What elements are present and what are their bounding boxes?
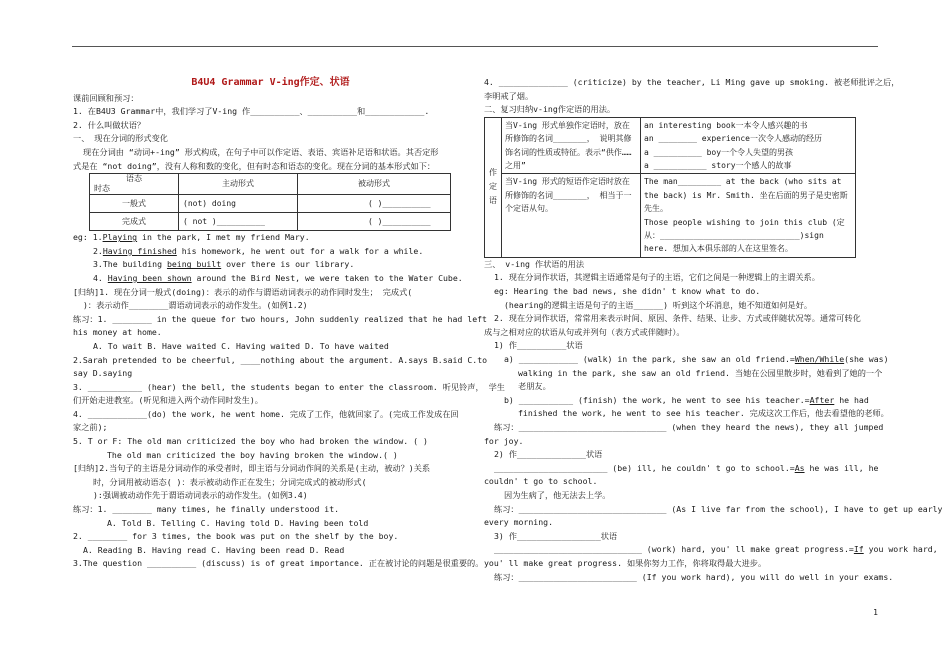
section-1-heading: 一、 现在分词的形式变化 — [73, 133, 168, 144]
example-c-line-2: couldn' t go to school. — [484, 476, 598, 487]
example-2: 2.Having finished his homework, he went out for a walk for a while. — [93, 245, 424, 256]
right-exercise-4-line-2: 李明戒了烟。 — [484, 90, 534, 101]
exercise-3-line-1: 3. ___________ (hear) the bell, the students began to enter the classroom. 听见铃声， 学生 — [73, 381, 505, 392]
example-3: 3.The building being built over there is our library. — [93, 259, 355, 270]
rule-2-line-1: [归纳]2.当句子的主语是分词动作的承受者时，即主语与分词动作间的关系是(主动，被动？)关系 — [73, 463, 431, 474]
row-perfect-passive: ( )__________ — [298, 213, 451, 231]
example-4: 4. Having been shown around the Bird Nest, we were taken to the Water Cube. — [93, 272, 463, 283]
intro-line-2: 式是在 “not doing”，没有人称和数的变化，但有时态和语态的变化。现在分词的基本形式如下： — [73, 160, 436, 171]
adverbial-example: eg: Hearing the bad news, she didn' t know what to do. — [494, 286, 761, 297]
practice-2-line-1: 练习：______________________________ (As I live far from the school), I have to get up early — [494, 503, 943, 514]
header-passive: 被动形式 — [298, 174, 451, 195]
participle-forms-table — [89, 173, 451, 231]
practice-3: 练习：________________________ (If you work hard), you will do well in your exams. — [494, 571, 894, 582]
practice-1-line-1: 练习：______________________________ (when they heard the news), they all jumped — [494, 421, 884, 432]
exercise-1-options: A. To wait B. Have waited C. Having waited D. To have waited — [93, 340, 389, 351]
preview-q2: 2. 什么叫做状语？ — [73, 119, 146, 130]
exercise-6-line-1: 练习：1. ________ many times, he finally understood it. — [73, 504, 340, 515]
right-column — [484, 76, 943, 584]
exercise-7-options: A. Reading B. Having read C. Having been read D. Read — [83, 544, 345, 555]
adverbial-rule-2-line-2: 成与之相对应的状语从句或并列句（表方式或伴随时）。 — [484, 326, 685, 337]
exercise-4-line-2: 家之前); — [73, 422, 108, 433]
exercise-1-line-2: his money at home. — [73, 327, 162, 338]
single-attributive-rule: 当V-ing 形式单独作定语时，放在所修饰的名词_______， 说明其修饰名词的性质或特征。表示“供作……之用” — [502, 117, 641, 174]
row-simple-label: 一般式 — [90, 195, 179, 213]
section-2-heading: 二、复习归纳v-ing作定语的用法。 — [484, 104, 616, 115]
exercise-5-line-2: The old man criticized the boy having broken the window.( ) — [107, 449, 398, 460]
rule-2-line-3: ):强调被动动作先于谓语动词表示的动作发生。(如例3.4) — [93, 490, 308, 501]
example-b-line-1: b) ___________ (finish) the work, he went to see his teacher.=After he had — [504, 394, 869, 405]
single-attributive-examples: an interesting book一本令人感兴趣的书 an ________ experience一次令人感动的经历 a __________ boy一个令人失望的男孩 a ___________ story一个感人的故事 — [641, 117, 856, 174]
example-1: eg: 1.Playing in the park, I met my friend Mary. — [73, 232, 310, 243]
exercise-8-line-1: 3.The question __________ (discuss) is of great importance. 正在被讨论的问题是很重要的。 — [73, 558, 484, 569]
page-number: 1 — [873, 608, 878, 617]
adverbial-type-1: 1) 作__________状语 — [494, 340, 583, 351]
attributive-usage-table — [484, 117, 856, 258]
example-a-line-3: 老朋友。 — [518, 381, 551, 392]
example-b-line-2: finished the work, he went to see his teacher. 完成这次工作后，他去看望他的老师。 — [518, 408, 889, 419]
example-a-line-2: walking in the park, she saw an old friend. 当她在公园里散步时，她看到了她的一个 — [518, 367, 883, 378]
exercise-1-line-1: 练习：1. ________ in the queue for two hours, John suddenly realized that he had left — [73, 313, 487, 324]
attributive-label-cell: 作定语 — [485, 117, 502, 257]
header-active: 主动形式 — [179, 174, 298, 195]
table-corner-cell: 语态 时态 — [90, 174, 179, 195]
example-a-line-1: a) ____________ (walk) in the park, she saw an old friend.=When/While(she was) — [504, 354, 889, 364]
exercise-3-line-2: 们开始走进教室。(听见和进入两个动作同时发生)。 — [73, 395, 263, 406]
rule-1-line-2: )：表示动作________谓语动词表示的动作发生。(如例1.2) — [83, 300, 308, 311]
right-exercise-4-line-1: 4. ______________ (criticize) by the teacher, Li Ming gave up smoking. 被老师批评之后， — [484, 77, 900, 87]
row-simple-passive: ( )__________ — [298, 195, 451, 213]
example-d-line-2: you' ll make great progress. 如果你努力工作，你将取得最大进步。 — [484, 557, 767, 568]
adverbial-rule-1: 1. 现在分词作状语，其逻辑主语通常是句子的主语，它们之间是一种逻辑上的主谓关系。 — [494, 272, 820, 283]
adverbial-example-note: (hearing的逻辑主语是句子的主语______) 听到这个坏消息，她不知道如何是好。 — [504, 299, 813, 310]
exercise-2-line-2: say D.saying — [73, 368, 133, 379]
section-3-heading: 三、 v-ing 作状语的用法 — [484, 258, 585, 269]
phrase-attributive-examples: The man_________ at the back (who sits at the back) is Mr. Smith. 坐在后面的男子是史密斯先生。 Those people wishing to join this club (定从：_____________________________)sign here. 想加入本俱乐部的人在这里签名。 — [641, 174, 856, 257]
practice-2-line-2: every morning. — [484, 517, 554, 528]
intro-line-1: 现在分词由 “动词+-ing” 形式构成，在句子中可以作定语、表语、宾语补足语和状语。其否定形 — [83, 146, 439, 157]
rule-1-line-1: [归纳]1. 现在分词一般式(doing)：表示的动作与谓语动词表示的动作同时发生； 完成式( — [73, 286, 413, 297]
adverbial-type-2: 2) 作______________状语 — [494, 449, 603, 460]
preview-q1: 1. 在B4U3 Grammar中，我们学习了V-ing 作__________、__________和____________. — [73, 106, 430, 117]
example-d-line-1: ______________________________ (work) hard, you' ll make great progress.=If you work hard, — [494, 544, 938, 555]
exercise-5-line-1: 5. T or F: The old man criticized the boy who had broken the window. ( ) — [73, 436, 428, 447]
row-perfect-label: 完成式 — [90, 213, 179, 231]
page-title: B4U4 Grammar V-ing作定、状语 — [191, 77, 350, 88]
adverbial-type-3: 3) 作_________________状语 — [494, 530, 618, 541]
rule-2-line-2: 时，分词用被动语态( )：表示被动动作正在发生；分词完成式的被动形式( — [93, 476, 367, 487]
row-simple-active: (not) doing — [179, 195, 298, 213]
exercise-7-line-1: 2. ________ for 3 times, the book was put on the shelf by the boy. — [73, 531, 399, 542]
adverbial-rule-2-line-1: 2. 现在分词作状语，常常用来表示时间、原因、条件、结果、让步、方式或伴随状况等。通常可转化 — [494, 313, 861, 324]
header-rule — [72, 46, 878, 47]
example-c-line-3: 因为生病了，他无法去上学。 — [504, 489, 611, 500]
preview-heading: 课前回顾和预习： — [73, 92, 139, 103]
exercise-2-line-1: 2.Sarah pretended to be cheerful, ____nothing about the argument. A.says B.said C.to — [73, 354, 488, 365]
phrase-attributive-rule: 当V-ing 形式的短语作定语时放在所修饰的名词_______， 相当于一个定语从句。 — [502, 174, 641, 257]
exercise-6-options: A. Told B. Telling C. Having told D. Having been told — [107, 517, 369, 528]
practice-1-line-2: for joy. — [484, 435, 524, 446]
example-c-line-1: _______________________ (be) ill, he couldn' t go to school.=As he was ill, he — [494, 462, 879, 473]
row-perfect-active: ( not )__________ — [179, 213, 298, 231]
exercise-4-line-1: 4. ____________(do) the work, he went home. 完成了工作，他就回家了。(完成工作发成在回 — [73, 408, 459, 419]
